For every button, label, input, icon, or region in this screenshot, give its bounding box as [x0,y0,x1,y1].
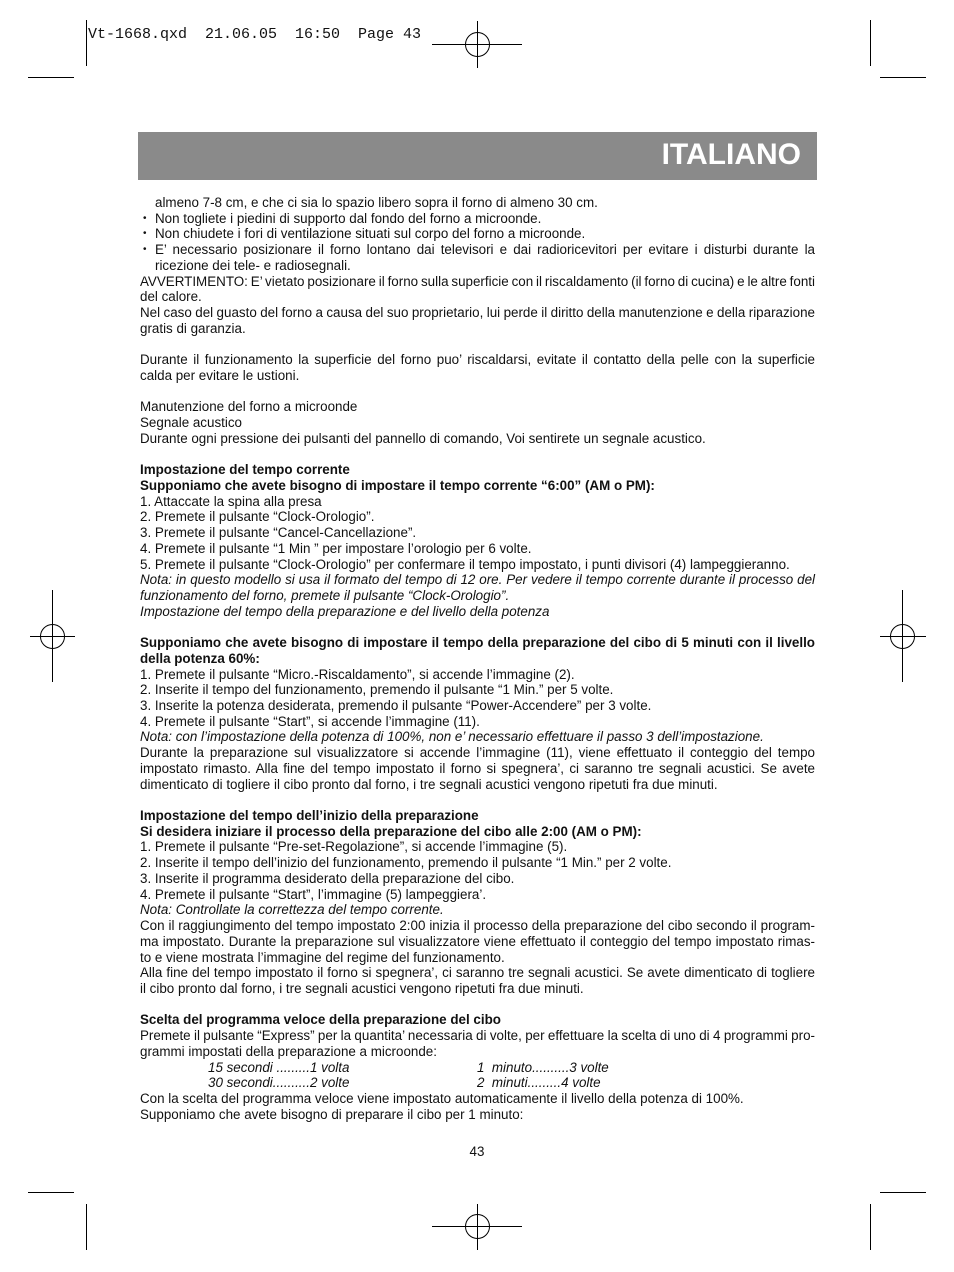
bullet-text-continued: ricezione dei tele- e radiosegnali. [155,257,351,273]
bullet-symbol: • [143,228,147,240]
step-item: 3. Premete il pulsante “Cancel-Cancellazione”. [140,525,417,541]
section-example: della potenza 60%: [140,650,260,666]
section-heading: Impostazione del tempo corrente [140,462,350,478]
hot-surface-text: Durante il funzionamento la superficie del forno puo’ riscaldarsi, evitate il contatto della pelle con la superficie [140,352,815,368]
bullet-text: E’ necessario posizionare il forno lontano dai televisori e dai radioricevitori per evitare i disturbi durante la [155,242,815,258]
registration-mark-top [432,21,522,68]
paragraph-line: impostato rimasto. Alla fine del tempo impostato il forno si spegnera’, ci saranno tre segnali acustici. Se avete [140,760,815,776]
note-text: Nota: Controllate la correttezza del tempo corrente. [140,902,444,918]
step-item: 1. Premete il pulsante “Pre-set-Regolazione”, si accende l’immagine (5). [140,839,568,855]
section-subtitle: Impostazione del tempo della preparazione e del livello della potenza [140,603,550,619]
registration-mark-bottom [432,1204,522,1250]
section-example: Supponiamo che avete bisogno di impostare il tempo corrente “6:00” (AM o PM): [140,477,655,493]
paragraph-line: Alla fine del tempo impostato il forno si spegnera’, ci saranno tre segnali acustici. Se avete dimenticato di togliere [140,965,815,981]
page-title: ITALIANO [661,138,801,171]
step-item: 2. Inserite il tempo dell’inizio del funzionamento, premendo il pulsante “1 Min.” per 2 volte. [140,855,672,871]
paragraph-gap [140,997,815,1013]
note-text: Nota: in questo modello si usa il formato del tempo di 12 ore. Per vedere il tempo corrente durante il processo del [140,572,815,588]
warranty-text: gratis di garanzia. [140,320,246,336]
language-banner [138,132,817,180]
paragraph-gap [140,336,815,352]
step-item: 4. Premete il pulsante “1 Min ” per impostare l’orologio per 6 volte. [140,540,532,556]
paragraph-line: Con il raggiungimento del tempo impostato 2:00 inizia il processo della preparazione del cibo secondo il program- [140,918,815,934]
express-option-row [140,1075,815,1091]
section-example: Supponiamo che avete bisogno di impostare il tempo della preparazione del cibo di 5 minuti con il livello [140,635,815,651]
crop-mark-bottom-left [28,1193,87,1251]
registration-mark-left [30,590,75,682]
step-item: 4. Premete il pulsante “Start”, si accende l’immagine (11). [140,713,480,729]
step-item: 1. Premete il pulsante “Micro.-Riscaldamento”, si accende l’immagine (2). [140,666,575,682]
step-item: 5. Premete il pulsante “Clock-Orologio” per confermare il tempo impostato, i punti divisori (4) lampeggieranno. [140,556,790,572]
maintenance-heading: Manutenzione del forno a microonde [140,399,358,415]
registration-mark-right [880,590,926,682]
page-number: 43 [469,1144,485,1159]
bullet-symbol: • [143,212,147,224]
section-heading: Scelta del programma veloce della preparazione del cibo [140,1012,501,1028]
bullet-item [143,226,815,242]
step-item: 3. Inserite il programma desiderato della preparazione del cibo. [140,870,515,886]
step-item: 2. Premete il pulsante “Clock-Orologio”. [140,509,375,525]
crop-mark-top-right [871,20,927,78]
paragraph-gap [140,619,815,635]
hot-surface-text: calda per evitare le ustioni. [140,367,300,383]
body-text [140,195,815,1122]
paragraph-line: Con la scelta del programma veloce viene impostato automaticamente il livello della potenza di 100%. [140,1090,744,1106]
step-item: 3. Inserite la potenza desiderata, premendo il pulsante “Power-Accendere” per 3 volte. [140,698,652,713]
bullet-symbol: • [143,244,147,256]
paragraph-gap [140,384,815,400]
bullet-text: Non togliete i piedini di supporto dal fondo del forno a microonde. [155,210,542,226]
bullet-item [143,242,815,258]
note-text: funzionamento del forno, premete il pulsante “Clock-Orologio”. [140,587,510,603]
express-option-row [140,1060,815,1076]
paragraph-gap [140,792,815,808]
crop-mark-bottom-right [871,1193,927,1251]
express-option: 2 minuti.........4 volte [477,1075,601,1091]
paragraph-line: il cibo pronto dal forno, i tre segnali acustici vengono ripetuti fra due minuti. [140,980,584,996]
crop-mark-top-left [28,20,87,78]
section-example: Si desidera iniziare il processo della preparazione del cibo alle 2:00 (AM o PM): [140,823,642,839]
bullet-item [143,210,815,227]
paragraph-line: to e viene mostrata l’immagine del regime del funzionamento. [140,949,505,965]
section-heading: Impostazione del tempo dell’inizio della preparazione [140,808,479,824]
maintenance-text: Durante ogni pressione dei pulsanti del pannello di comando, Voi sentirete un segnale acustico. [140,430,706,446]
maintenance-subheading: Segnale acustico [140,415,242,431]
express-option: 1 minuto..........3 volte [477,1059,609,1075]
step-item: 4. Premete il pulsante “Start”, l’immagine (5) lampeggiera’. [140,886,487,902]
note-text: Nota: con l’impostazione della potenza di 100%, non e’ necessario effettuare il passo 3 dell’impostazione. [140,729,764,745]
paragraph-line: grammi impostati della preparazione a microonde: [140,1043,437,1059]
express-option: 15 secondi .........1 volta [208,1059,350,1075]
print-slug: Vt-1668.qxd 21.06.05 16:50 Page 43 [88,26,422,43]
warranty-text: Nel caso del guasto del forno a causa del suo proprietario, lui perde il diritto della manutenzione e della riparazione [140,305,815,321]
step-item: 2. Inserite il tempo del funzionamento, premendo il pulsante “1 Min.” per 5 volte. [140,682,614,698]
warning-text: del calore. [140,289,202,305]
warning-text: AVVERTIMENTO: E’ vietato posizionare il forno sulla superficie con il riscaldamento (il forno di cucina) e le altre fonti [140,273,815,289]
safety-continuation: almeno 7-8 cm, e che ci sia lo spazio libero sopra il forno di almeno 30 cm. [155,195,598,210]
bullet-text: Non chiudete i fori di ventilazione situati sul corpo del forno a microonde. [155,226,586,242]
step-item: 1. Attaccate la spina alla presa [140,493,322,509]
paragraph-line: Durante la preparazione sul visualizzatore si accende l’immagine (11), viene effettuato il conteggio del tempo [140,745,815,761]
paragraph-line: ma impostato. Durante la preparazione sul visualizzatore viene effettuato il conteggio del tempo impostato rimas- [140,933,815,949]
paragraph-line: Supponiamo che avete bisogno di preparare il cibo per 1 minuto: [140,1106,524,1122]
express-option: 30 secondi..........2 volte [208,1075,350,1091]
paragraph-line: dimenticato di togliere il cibo pronto dal forno, i tre segnali acustici vengono ripetuti fra due minuti. [140,776,718,792]
paragraph-line: Premete il pulsante “Express” per la quantita’ necessaria di volte, per effettuare la scelta di uno di 4 programmi pro- [140,1028,815,1044]
paragraph-gap [140,447,815,463]
